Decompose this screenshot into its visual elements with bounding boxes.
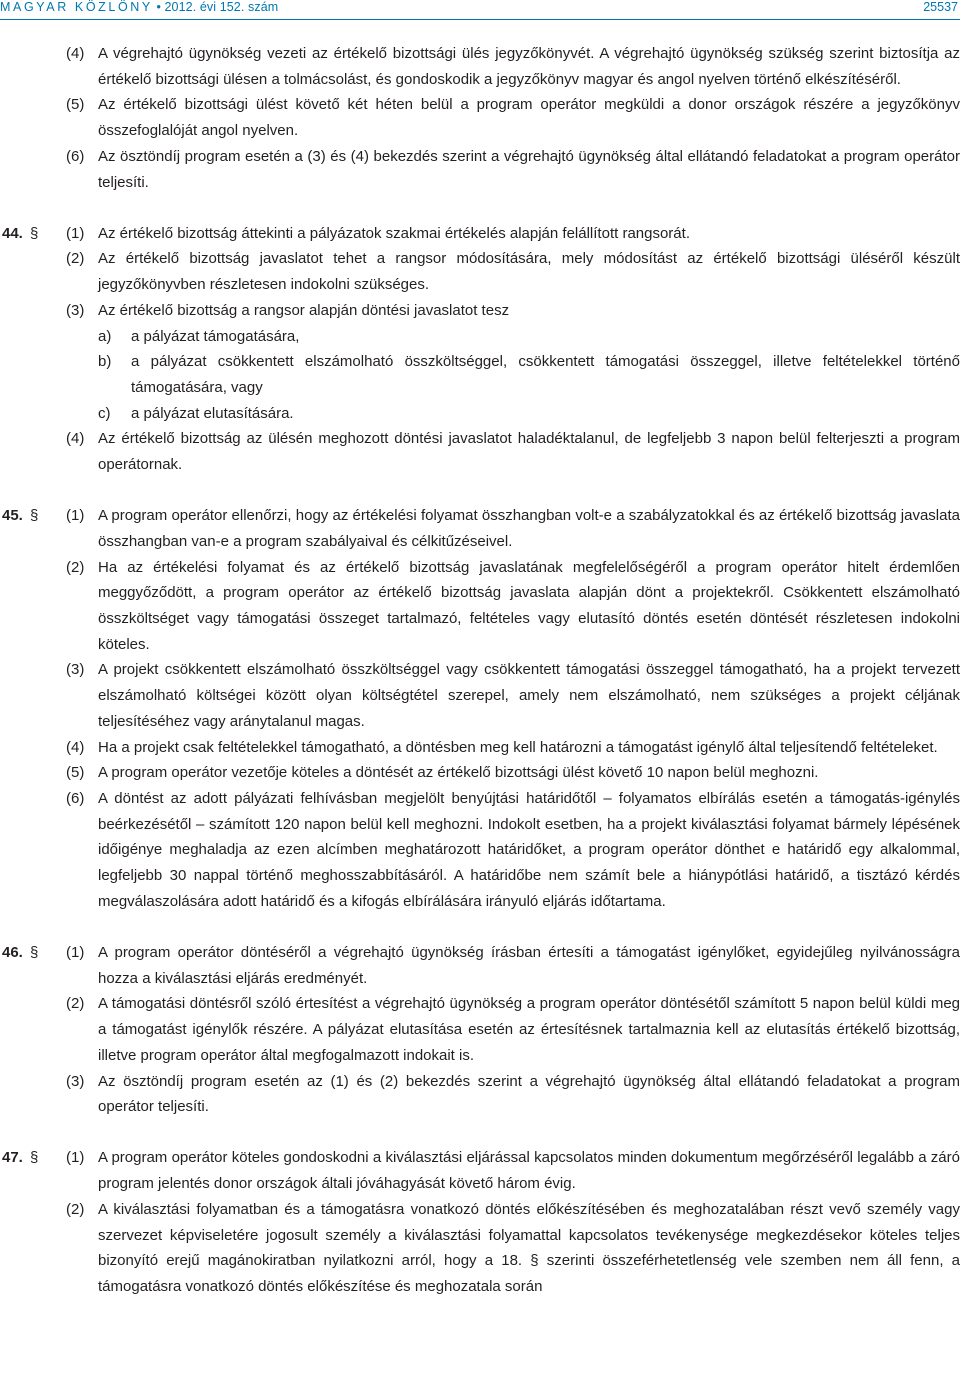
paragraph xyxy=(0,786,960,915)
section-gap xyxy=(0,1120,960,1146)
list-marker: b) xyxy=(98,353,112,371)
paragraph-number: (1) xyxy=(66,944,85,961)
paragraph-text: A támogatási döntésről szóló értesítést a végrehajtó ügynökség a program operátor döntésétől számított 5 napon belül küldi meg a támogatást igénylők részére. A pályázat elutasítása esetén az értesítésnek tartalmaznia kell az elutasítás értékelő bizottság, illetve program operátor által megfogalmazott indokait is. xyxy=(98,995,960,1064)
paragraph-number: (2) xyxy=(66,558,85,576)
paragraph-number: (1) xyxy=(66,1149,85,1167)
section-symbol: § xyxy=(30,507,39,525)
section-number: 47. xyxy=(2,1149,23,1167)
paragraph-number: (6) xyxy=(66,789,85,807)
list-item-text: a pályázat elutasítására. xyxy=(131,404,294,422)
paragraph xyxy=(0,41,960,92)
paragraph-number: (2) xyxy=(66,1200,85,1218)
paragraph xyxy=(0,1197,960,1300)
paragraph-number: (3) xyxy=(66,1072,85,1090)
paragraph xyxy=(0,92,960,143)
paragraph-text: A kiválasztási folyamatban és a támogatásra vonatkozó döntés előkészítésében és meghozatalában részt vevő személy vagy szervezet képviseletére jogosult személy a kiválasztási folyamattal kapcsolatos tevékenysége megkezdésekor köteles teljes bizonyító erejű magánokiratban nyilatkozni arról, hogy a 18. § szerinti összeférhetetlenség vele szemben nem áll fenn, a támogatásra vonatkozó döntés előkészítése és meghozatala során xyxy=(98,1200,960,1295)
section-gap xyxy=(0,195,960,221)
paragraph-text: A program operátor vezetője köteles a döntését az értékelő bizottsági ülést követő 10 napon belül meghozni. xyxy=(98,764,819,782)
paragraph xyxy=(0,246,960,297)
section-gap xyxy=(0,478,960,504)
paragraph-text: Az értékelő bizottság a rangsor alapján döntési javaslatot tesz xyxy=(98,301,510,319)
section-gap xyxy=(0,915,960,941)
list-item-text: a pályázat csökkentett elszámolható összköltséggel, csökkentett támogatási összeggel, illetve feltételekkel történő támogatására, vagy xyxy=(131,353,960,396)
publication-info xyxy=(0,0,278,14)
list-marker: c) xyxy=(98,404,111,422)
paragraph-text: A döntést az adott pályázati felhívásban megjelölt benyújtási határidőtől – folyamatos elbírálás esetén a támogatás-igénylés beérkezésétől – számított 120 napon belül kell meghozni. Indokolt esetben, ha a projekt kiválasztási folyamat bármely lépésének időigénye meghaladja az ezen alcímben meghatározott határidőket, a program operátor dönthet e határidő egy alkalommal, legfeljebb 30 nappal történő meghosszabbításáról. A határidőbe nem számít bele a hiánypótlási határidő, a tisztázó kérdés megválaszolására adott határidő és a kifogás elbírálására irányuló eljárás időtartama. xyxy=(98,789,960,910)
section-symbol: § xyxy=(30,224,39,242)
paragraph-number: (3) xyxy=(66,301,85,319)
section-number: 46. xyxy=(2,944,23,961)
paragraph-text: Az értékelő bizottság áttekinti a pályázatok szakmai értékelés alapján felállított rangsorát. xyxy=(98,224,690,242)
page-number: 25537 xyxy=(923,0,958,14)
issue-label: 2012. évi 152. szám xyxy=(164,0,279,14)
paragraph-number: (1) xyxy=(66,224,85,242)
publication-title: MAGYAR KÖZLÖNY xyxy=(0,0,153,14)
paragraph-text: Az ösztöndíj program esetén az (1) és (2) bekezdés szerint a végrehajtó ügynökség által ellátandó feladatokat a program operátor teljesíti. xyxy=(98,1072,960,1116)
paragraph-text: Ha a projekt csak feltételekkel támogatható, a döntésben meg kell határozni a támogatást igénylő által teljesítendő feltételeket. xyxy=(98,738,938,756)
paragraph-text: Az ösztöndíj program esetén a (3) és (4) bekezdés szerint a végrehajtó ügynökség által ellátandó feladatokat a program operátor teljesíti. xyxy=(98,147,960,191)
paragraph-number: (4) xyxy=(66,738,85,756)
paragraph xyxy=(0,940,960,991)
paragraph-number: (4) xyxy=(66,430,85,448)
paragraph xyxy=(0,555,960,658)
paragraph-text: Az értékelő bizottság javaslatot tehet a rangsor módosítására, mely módosítást az értékelő bizottsági üléséről készült jegyzőkönyvben részletesen indokolni szükséges. xyxy=(98,250,960,294)
section-symbol: § xyxy=(30,1149,39,1167)
paragraph-number: (5) xyxy=(66,96,85,114)
paragraph-number: (6) xyxy=(66,147,85,165)
paragraph xyxy=(0,503,960,554)
paragraph-number: (3) xyxy=(66,661,85,679)
paragraph-text: A program operátor döntéséről a végrehajtó ügynökség írásban értesíti a támogatást igénylőket, egyidejűleg nyilvánosságra hozza a kiválasztási eljárás eredményét. xyxy=(98,944,960,987)
paragraph-text: Az értékelő bizottság az ülésén meghozott döntési javaslatot haladéktalanul, de legfeljebb 3 napon belül felterjeszti a program operátornak. xyxy=(98,430,960,474)
paragraph xyxy=(0,144,960,195)
header-divider xyxy=(0,19,960,20)
paragraph-number: (2) xyxy=(66,995,85,1013)
list-item xyxy=(0,401,960,427)
paragraph xyxy=(0,735,960,761)
paragraph xyxy=(0,426,960,477)
list-marker: a) xyxy=(98,327,112,345)
paragraph-number: (1) xyxy=(66,507,85,525)
paragraph xyxy=(0,298,960,324)
paragraph-number: (5) xyxy=(66,764,85,782)
paragraph-text: Ha az értékelési folyamat és az értékelő bizottság javaslatának megfelelőségéről a program operátor hitelt érdemlően meggyőződött, a program operátor az értékelő bizottság javaslata alapján dönt a projektekről. Csökkentett elszámolható összköltséget vagy támogatási összeget tartalmazó, feltételes vagy elutasító döntés esetén döntését részletesen indokolni köteles. xyxy=(98,558,960,653)
paragraph-text: A program operátor ellenőrzi, hogy az értékelési folyamat összhangban volt-e a szabályzatokkal és az értékelő bizottság javaslata összhangban van-e a program szabályaival és célkitűzéseivel. xyxy=(98,507,960,550)
paragraph-text: A végrehajtó ügynökség vezeti az értékelő bizottsági ülés jegyzőkönyvét. A végrehajtó ügynökség szükség szerint biztosítja az értékelő bizottsági ülésen a tolmácsolást, és gondoskodik a jegyzőkönyv magyar és angol nyelven történő elkészítéséről. xyxy=(98,45,960,88)
list-item xyxy=(0,324,960,350)
paragraph xyxy=(0,1145,960,1196)
page-header xyxy=(0,0,960,15)
section-symbol: § xyxy=(30,944,39,961)
section-number: 45. xyxy=(2,507,23,525)
paragraph-number: (2) xyxy=(66,250,85,268)
paragraph xyxy=(0,657,960,734)
paragraph xyxy=(0,991,960,1068)
paragraph-text: A program operátor köteles gondoskodni a kiválasztási eljárással kapcsolatos minden dokumentum megőrzéséről legalább a záró program jelentés donor országok általi jóváhagyását követő három évig. xyxy=(98,1149,960,1193)
paragraph-text: A projekt csökkentett elszámolható összköltséggel vagy csökkentett támogatási összeggel támogatható, ha a projekt tervezett elszámolható költségei között olyan költségtétel szerepel, amely nem elszámolható, nem szükséges a projekt céljának teljesítéséhez vagy aránytalanul magas. xyxy=(98,661,960,730)
paragraph-text: Az értékelő bizottsági ülést követő két héten belül a program operátor megküldi a donor országok részére a jegyzőkönyv összefoglalóját angol nyelven. xyxy=(98,96,960,140)
document-body xyxy=(0,41,960,1300)
list-item-text: a pályázat támogatására, xyxy=(131,327,300,345)
paragraph xyxy=(0,1069,960,1120)
paragraph xyxy=(0,221,960,247)
header-separator: • xyxy=(156,0,161,14)
section-number: 44. xyxy=(2,224,23,242)
paragraph-number: (4) xyxy=(66,45,85,62)
paragraph xyxy=(0,760,960,786)
list-item xyxy=(0,349,960,400)
